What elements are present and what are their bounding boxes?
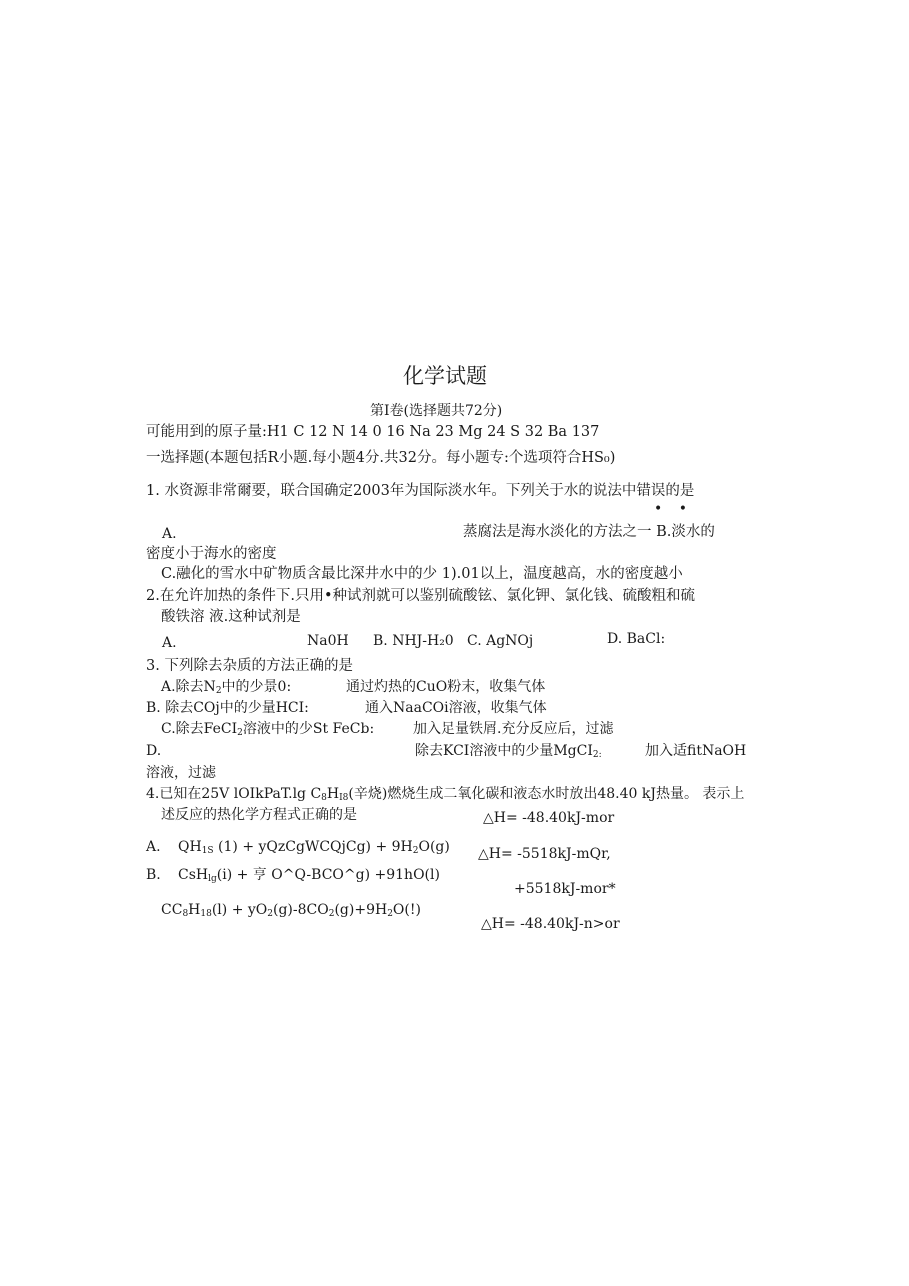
q2-stem: 2.在允许加热的条件下.只用•种试剂就可以鉴别硫酸铉、氯化钾、氯化钱、硫酸粗和硫 (146, 588, 695, 604)
q4-option-b-equation: CsH$_{lg}$(i) + 亨 O^Q-BCO^g) +91hO(l) (178, 867, 440, 884)
q4-enthalpy-3: +5518kJ-mor* (514, 881, 616, 897)
q4-option-a-label: A. (146, 839, 161, 855)
q4-stem: 4.已知在25V lOIkPaT.lg $C_8H_{I8}$(辛烧)燃烧生成二氧化碳和液态水时放出48.40 kJ热量。 表示上 (146, 786, 745, 803)
q2-option-a: Na0H (307, 633, 349, 649)
q3-option-a-method: 通过灼热的CuO粉末，收集气体 (346, 679, 546, 695)
q3-stem: 3. 下列除去杂质的方法正确的是 (146, 658, 353, 674)
q1-emphasis-dots: • • (654, 501, 693, 517)
q4-option-c-equation: $CC_8H_{18}(l) + yO_2(g)-8CO_2(g)+9H_2O(!)$ (161, 902, 421, 919)
q2-option-c: C. AgNOj (467, 633, 534, 649)
q4-stem-continuation: 述反应的热化学方程式正确的是 (161, 807, 357, 823)
q3-option-a: A.除去$N_2$中的少景0: (161, 679, 292, 696)
q3-option-c-method: 加入足量铁屑.充分反应后，过滤 (413, 721, 614, 737)
q2-option-d: D. BaCl: (607, 631, 666, 647)
page-title: 化学试题 (403, 364, 487, 388)
q2-stem-continuation: 酸铁溶 液.这种试剂是 (161, 609, 301, 625)
q3-option-d-method: 加入适fitNaOH (645, 743, 747, 759)
q3-option-b-method: 通入NaaCOi溶液，收集气体 (365, 700, 547, 716)
q3-option-d-label: D. (146, 743, 162, 759)
q4-option-a-equation: $QH_{1S}$ (1) + yQzCgWCQjCg) + $9H_2O(g)$ (178, 839, 450, 856)
q4-enthalpy-4: △H= -48.40kJ-n>or (481, 916, 620, 932)
q4-option-b-label: B. (146, 867, 161, 883)
atomic-masses-line: 可能用到的原子量:H1 C 12 N 14 0 16 Na 23 Mg 24 S 32 Ba 137 (146, 424, 600, 440)
q3-option-b: B. 除去COj中的少量HCI: (146, 700, 309, 716)
q2-option-b: B. NHJ-H₂0 (373, 633, 454, 649)
section-heading: 第I卷(选择题共72分) (370, 403, 503, 419)
q3-option-d-continuation: 溶液，过滤 (146, 765, 216, 781)
q3-option-d: 除去KCI溶液中的少量MgCI$_{2:}$ (415, 743, 602, 760)
q1-option-a-continuation: 密度小于海水的密度 (146, 546, 277, 562)
q1-option-c: C.融化的雪水中矿物质含最比深井水中的少 1).01以上，温度越高，水的密度越小 (161, 566, 683, 582)
q1-option-a-text: 蒸腐法是海水淡化的方法之一 B.淡水的 (463, 524, 715, 540)
part-instructions: 一选择题(本题包括R小题.每小题4分.共32分。每小题专:个选项符合HS₀) (146, 450, 616, 466)
q1-option-a-label: A. (162, 526, 177, 542)
q1-stem: 1. 水资源非常爾要，联合国确定2003年为国际淡水年。下列关于水的说法中错误的是 (146, 483, 695, 499)
q2-option-a-label: A. (162, 635, 177, 651)
q4-enthalpy-2: △H= -5518kJ-mQr, (478, 846, 611, 862)
q3-option-c: C.除去FeCI$_2$溶液中的少St FeCb: (161, 721, 375, 738)
q4-enthalpy-1: △H= -48.40kJ-mor (483, 810, 615, 826)
